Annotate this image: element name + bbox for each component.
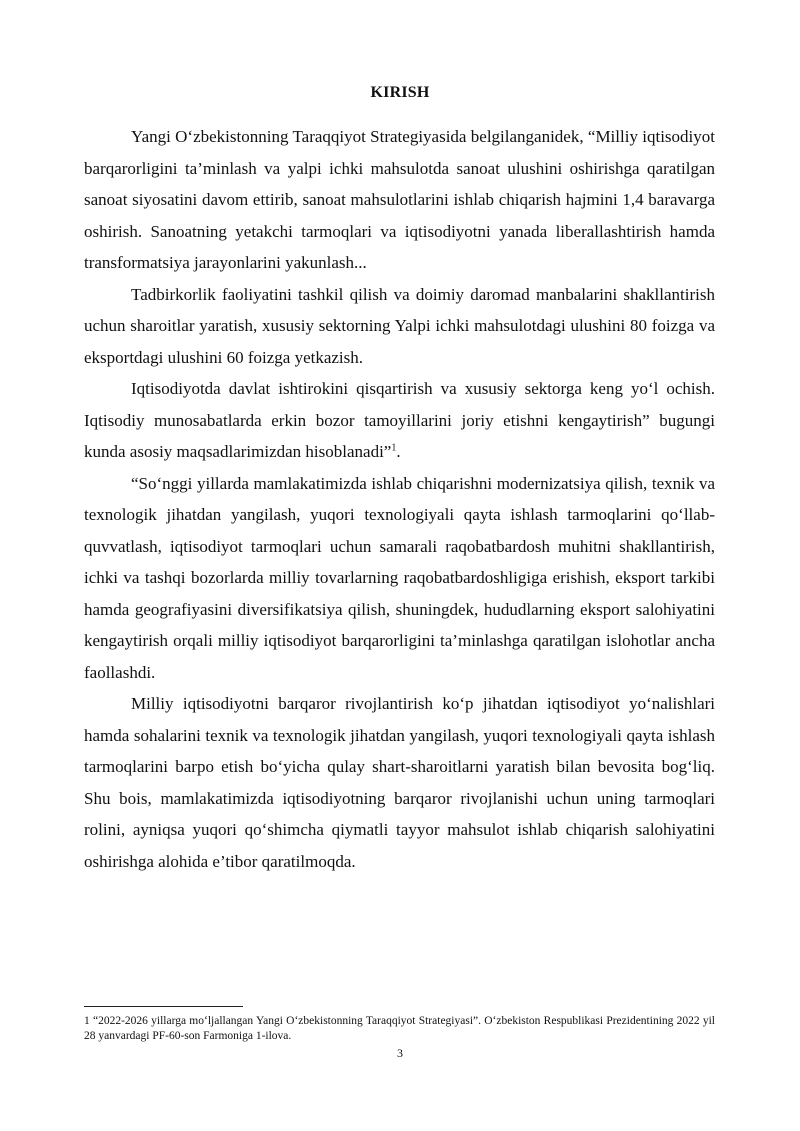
paragraph-5: Milliy iqtisodiyotni barqaror rivojlantirish ko‘p jihatdan iqtisodiyot yo‘nalishlari hamda sohalarini texnik va texnologik jihatdan yangilash, yuqori texnologiyali qayta ishlash tarmoqlarini barpo etish bo‘yicha qulay shart-sharoitlarni yaratish bilan bevosita bog‘liq. Shu bois, mamlakatimizda iqtisodiyotning barqaror rivojlanishi uchun uning tarmoqlari rolini, ayniqsa yuqori qo‘shimcha qiymatli tayyor mahsulot ishlab chiqarish salohiyatini oshirishga alohida e’tibor qaratilmoqda. bbox=[84, 694, 715, 871]
body-text bbox=[84, 121, 715, 877]
paragraph-1: Yangi O‘zbekistonning Taraqqiyot Strategiyasida belgilanganidek, “Milliy iqtisodiyot barqarorligini ta’minlash va yalpi ichki mahsulotda sanoat ulushini oshirishga qaratilgan sanoat siyosatini davom ettirib, sanoat mahsulotlarini ishlab chiqarish hajmini 1,4 baravarga oshirish. Sanoatning yetakchi tarmoqlari va iqtisodiyotni yanada liberallashtirish hamda transformatsiya jarayonlarini yakunlash... bbox=[84, 127, 715, 272]
page-title: KIRISH bbox=[370, 84, 430, 101]
paragraph-3-end-punctuation: . bbox=[396, 442, 401, 461]
footnote-reference[interactable]: 1 bbox=[391, 442, 397, 454]
paragraph-3-text: Iqtisodiyotda davlat ishtirokini qisqartirish va xususiy sektorga keng yo‘l ochish. Iqtisodiy munosabatlarda erkin bozor tamoyillarini joriy etishni kengaytirish” bugungi kunda asosiy maqsadlarimizdan hisoblanadi” bbox=[84, 379, 715, 461]
footnote: 1 “2022-2026 yillarga mo‘ljallangan Yangi O‘zbekistonning Taraqqiyot Strategiyasi”. O‘zbekiston Respublikasi Prezidentining 2022 yil 28 yanvardagi PF-60-son Farmoniga 1-ilova. bbox=[84, 1015, 715, 1042]
paragraph-2: Tadbirkorlik faoliyatini tashkil qilish va doimiy daromad manbalarini shakllantirish uchun sharoitlar yaratish, xususiy sektorning Yalpi ichki mahsulotdagi ulushini 80 foizga va eksportdagi ulushini 60 foizga yetkazish. bbox=[84, 284, 715, 367]
footnote-divider bbox=[84, 1006, 243, 1007]
paragraph-4: “So‘nggi yillarda mamlakatimizda ishlab chiqarishni modernizatsiya qilish, texnik va texnologik jihatdan yangilash, yuqori texnologiyali qayta ishlash tarmoqlarini qo‘llab-quvvatlash, iqtisodiyot tarmoqlari uchun samarali raqobatbardosh muhitni shakllantirish, ichki va tashqi bozorlarda milliy tovarlarning raqobatbardoshligiga erishish, eksport tarkibi hamda geografiyasini diversifikatsiya qilish, shuningdek, hududlarning eksport salohiyatini kengaytirish orqali milliy iqtisodiyot barqarorligini ta’minlashga qaratilgan islohotlar ancha faollashdi. bbox=[84, 473, 715, 682]
page-number: 3 bbox=[397, 1046, 403, 1060]
paragraph-3 bbox=[84, 373, 715, 468]
